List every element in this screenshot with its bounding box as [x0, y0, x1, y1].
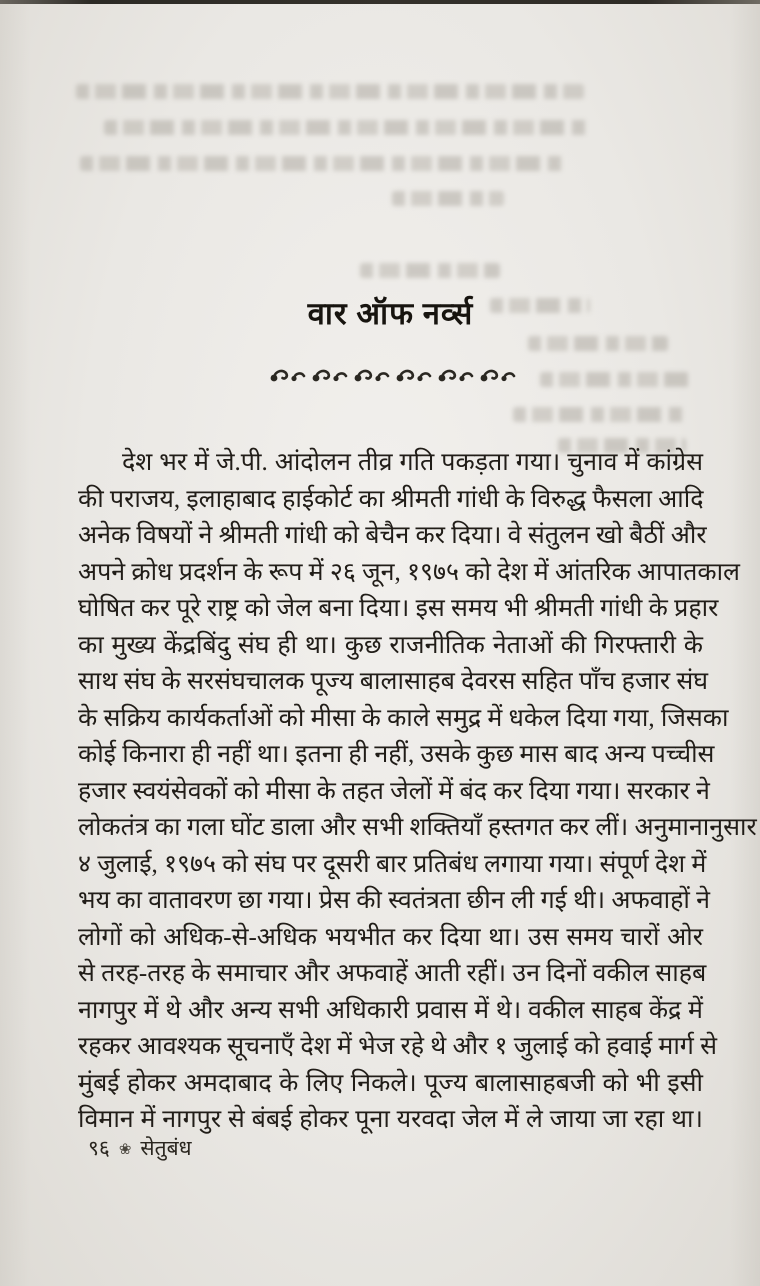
book-title: सेतुबंध	[140, 1136, 192, 1160]
body-text-line: घोषित कर पूरे राष्ट्र को जेल बना दिया। इस समय भी श्रीमती गांधी के प्रहार	[78, 595, 719, 622]
body-text-line: हजार स्वयंसेवकों को मीसा के तहत जेलों में बंद कर दिया गया। सरकार ने	[78, 777, 710, 805]
body-text-line: भय का वातावरण छा गया। प्रेस की स्वतंत्रता छीन ली गई थी। अफवाहों ने	[78, 887, 710, 914]
body-text-line: लोकतंत्र का गला घोंट डाला और सभी शक्तियाँ हस्तगत कर लीं। अनुमानानुसार	[78, 814, 757, 841]
body-text-line: नागपुर में थे और अन्य सभी अधिकारी प्रवास में थे। वकील साहब केंद्र में	[78, 996, 703, 1024]
body-text-line: का मुख्य केंद्रबिंदु संघ ही था। कुछ राजनीतिक नेताओं की गिरफ्तारी के	[78, 631, 703, 659]
body-text-line: मुंबई होकर अमदाबाद के लिए निकले। पूज्य बालासाहबजी को भी इसी	[78, 1069, 703, 1097]
page-number: ९६	[88, 1136, 110, 1160]
page-footer	[88, 1134, 192, 1162]
body-text-line: रहकर आवश्यक सूचनाएँ देश में भेज रहे थे और १ जुलाई को हवाई मार्ग से	[78, 1033, 718, 1060]
body-paragraph	[78, 445, 757, 1139]
body-text-line: साथ संघ के सरसंघचालक पूज्य बालासाहब देवरस सहित पाँच हजार संघ	[78, 668, 709, 695]
swirl-divider-ornament	[78, 364, 703, 393]
body-text-line: से तरह-तरह के समाचार और अफवाहें आती रहीं। उन दिनों वकील साहब	[78, 960, 707, 987]
body-text-line: अपने क्रोध प्रदर्शन के रूप में २६ जून, १९७५ को देश में आंतरिक आपातकाल	[78, 558, 741, 586]
body-text-line: कोई किनारा ही नहीं था। इतना ही नहीं, उसके कुछ मास बाद अन्य पच्चीस	[78, 741, 715, 768]
body-text-line: के सक्रिय कार्यकर्ताओं को मीसा के काले समुद्र में धकेल दिया गया, जिसका	[78, 704, 729, 732]
swirl-divider-icon	[266, 364, 516, 388]
body-text-line: की पराजय, इलाहाबाद हाईकोर्ट का श्रीमती गांधी के विरुद्ध फैसला आदि	[78, 485, 704, 513]
body-text-line: अनेक विषयों ने श्रीमती गांधी को बेचैन कर दिया। वे संतुलन खो बैठीं और	[78, 522, 707, 549]
body-text-line: ४ जुलाई, १९७५ को संघ पर दूसरी बार प्रतिबंध लगाया गया। संपूर्ण देश में	[78, 850, 707, 878]
page-content	[78, 0, 757, 1286]
body-text-line: लोगों को अधिक-से-अधिक भयभीत कर दिया था। उस समय चारों ओर	[78, 923, 703, 951]
flower-ornament-icon: ❀	[118, 1141, 132, 1158]
chapter-title: वार ऑफ नर्व्स	[307, 296, 474, 331]
body-text-line: विमान में नागपुर से बंबई होकर पूना यरवदा जेल में ले जाया जा रहा था।	[78, 1106, 703, 1133]
body-text-line: देश भर में जे.पी. आंदोलन तीव्र गति पकड़ता गया। चुनाव में कांग्रेस	[122, 449, 703, 476]
